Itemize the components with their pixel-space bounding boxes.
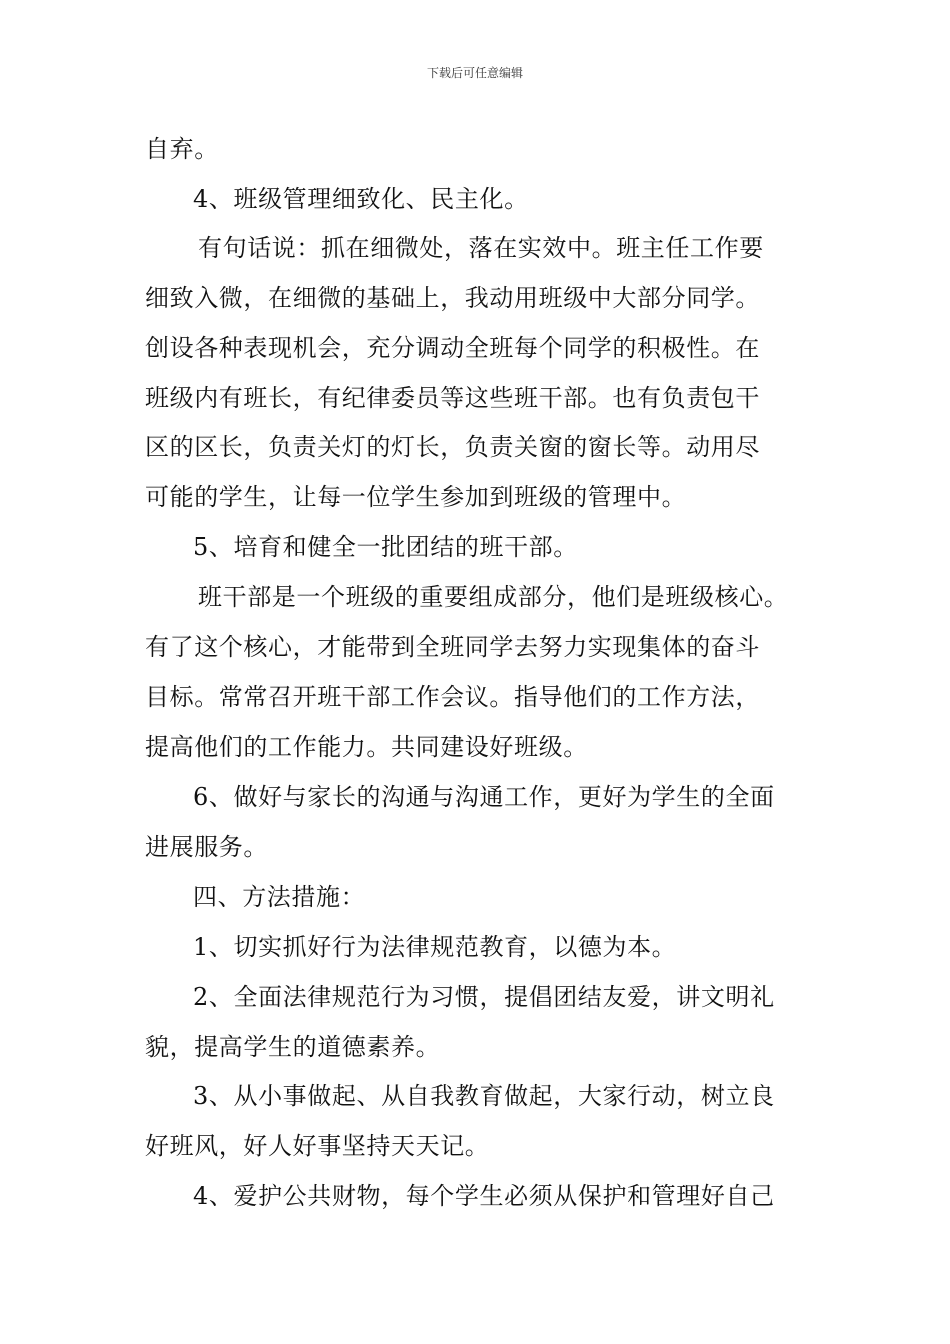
text-line: 进展服务。 (145, 833, 268, 861)
text-line: 目标。常常召开班干部工作会议。指导他们的工作方法， (145, 683, 760, 711)
text-line: 创设各种表现机会，充分调动全班每个同学的积极性。在 (145, 334, 760, 362)
text-line: 区的区长，负责关灯的灯长，负责关窗的窗长等。动用尽 (145, 433, 760, 461)
text-line: 提高他们的工作能力。共同建设好班级。 (145, 733, 588, 761)
text-line: 好班风，好人好事坚持天天记。 (145, 1132, 490, 1160)
text-line: 四、方法措施： (193, 883, 366, 911)
text-line: 可能的学生，让每一位学生参加到班级的管理中。 (145, 483, 687, 511)
text-line: 1、切实抓好行为法律规范教育，以德为本。 (193, 933, 677, 961)
text-line: 2、全面法律规范行为习惯，提倡团结友爱，讲文明礼 (193, 983, 775, 1011)
text-line: 6、做好与家长的沟通与沟通工作，更好为学生的全面 (193, 783, 775, 811)
text-line: 有了这个核心，才能带到全班同学去努力实现集体的奋斗 (145, 633, 760, 661)
text-line: 自弃。 (145, 135, 219, 163)
text-line: 5、培育和健全一批团结的班干部。 (193, 533, 578, 561)
text-line: 貌，提高学生的道德素养。 (145, 1033, 441, 1061)
text-line: 细致入微，在细微的基础上，我动用班级中大部分同学。 (145, 284, 760, 312)
page-header-note: 下载后可任意编辑 (426, 66, 523, 80)
text-line: 班干部是一个班级的重要组成部分，他们是班级核心。 (198, 583, 789, 611)
text-line: 4、班级管理细致化、民主化。 (193, 185, 529, 213)
text-line: 3、从小事做起、从自我教育做起，大家行动，树立良 (193, 1082, 775, 1110)
text-line: 有句话说：抓在细微处，落在实效中。班主任工作要 (198, 234, 764, 262)
text-line: 班级内有班长，有纪律委员等这些班干部。也有负责包干 (145, 384, 760, 412)
text-line: 4、爱护公共财物，每个学生必须从保护和管理好自己 (193, 1182, 775, 1210)
